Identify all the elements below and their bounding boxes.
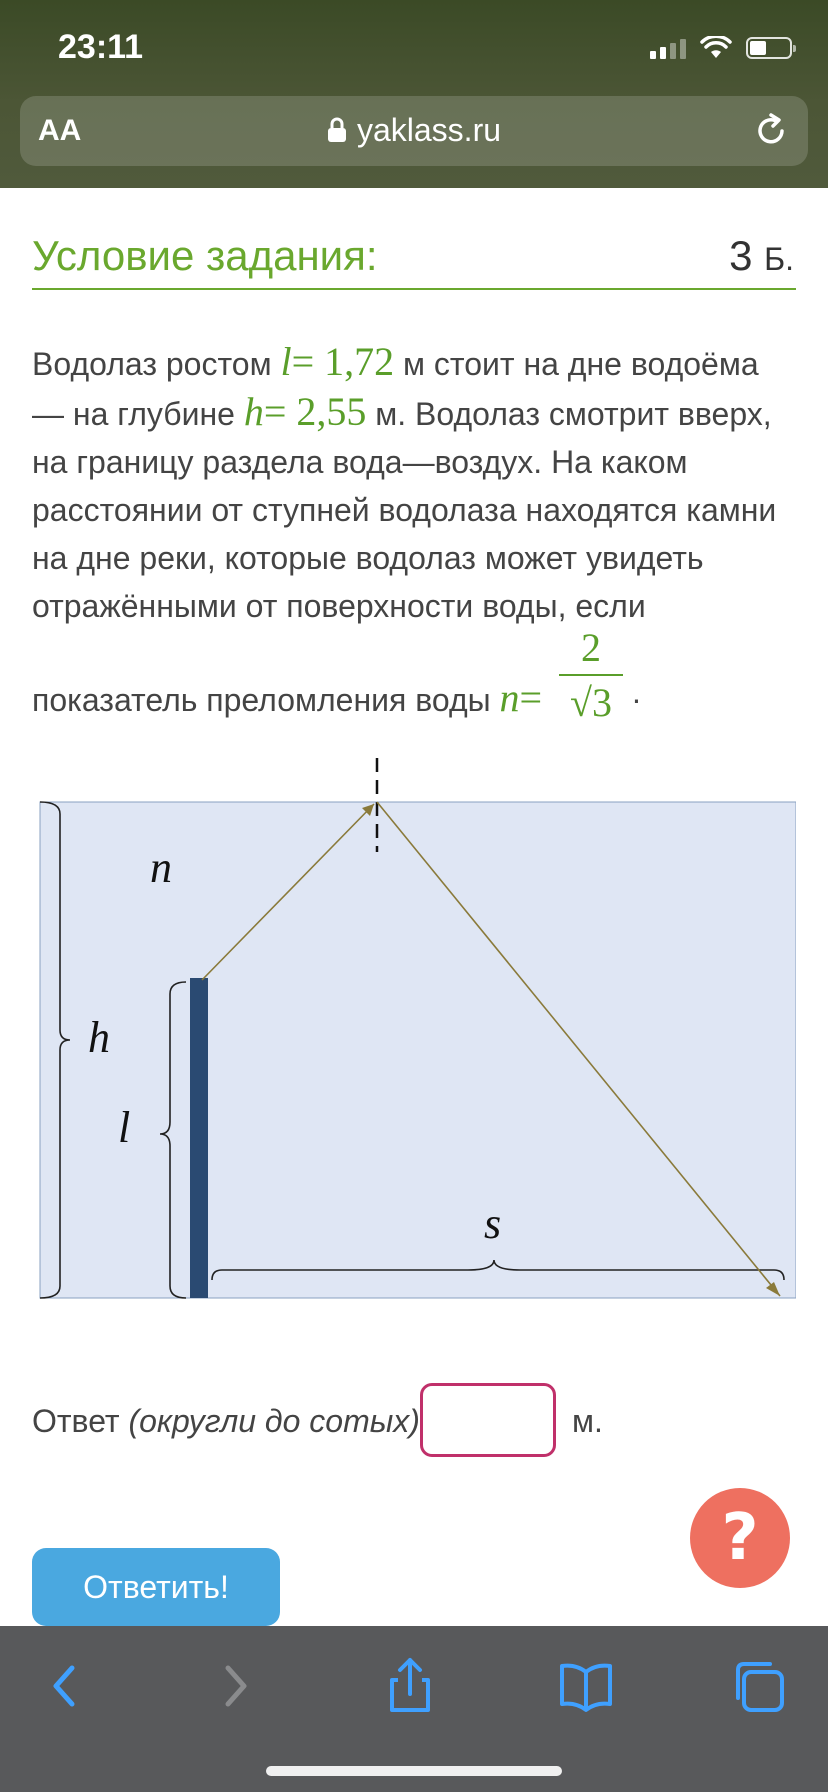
answer-row bbox=[32, 1383, 796, 1463]
sentence-end: . bbox=[632, 674, 641, 710]
problem-text-part: м стоит на дне водоёма — на глубине bbox=[32, 346, 759, 432]
fraction-bar bbox=[559, 674, 623, 676]
text-size-button[interactable]: AA bbox=[38, 114, 82, 147]
status-icons bbox=[650, 36, 792, 60]
status-time: 23:11 bbox=[58, 28, 144, 66]
bookmarks-icon[interactable] bbox=[556, 1656, 616, 1716]
lock-icon bbox=[327, 117, 347, 143]
problem-text-part: м. Водолаз смотрит вверх, на границу раздела вода—воздух. На каком расстоянии от ступней водолаза находятся камни на дне реки, которые водолаз может увидеть отражёнными от поверхности воды, если bbox=[32, 396, 777, 624]
browser-header bbox=[0, 0, 828, 188]
label-s: s bbox=[484, 1199, 502, 1248]
fraction-numerator: 2 bbox=[581, 625, 601, 670]
task-heading: Условие задания: bbox=[32, 232, 378, 279]
label-l: l bbox=[118, 1103, 131, 1152]
l-formula bbox=[280, 339, 394, 384]
label-h: h bbox=[88, 1013, 110, 1062]
problem-text-part bbox=[32, 674, 542, 721]
problem-text-part: Водолаз ростом bbox=[32, 346, 281, 382]
help-button[interactable]: ? bbox=[690, 1488, 790, 1588]
reload-icon[interactable] bbox=[752, 112, 790, 150]
back-icon[interactable] bbox=[36, 1656, 96, 1716]
h-value: = 2,55 bbox=[263, 389, 367, 434]
cellular-signal-icon bbox=[650, 37, 686, 59]
n-formula bbox=[500, 675, 543, 720]
answer-hint: (округли до сотых) bbox=[128, 1403, 420, 1439]
n-equals: = bbox=[519, 675, 543, 720]
answer-label bbox=[32, 1403, 429, 1440]
h-formula bbox=[244, 389, 367, 434]
share-icon[interactable] bbox=[380, 1656, 440, 1716]
tabs-icon[interactable] bbox=[730, 1656, 790, 1716]
label-n: n bbox=[150, 843, 172, 892]
address-bar[interactable] bbox=[20, 96, 808, 166]
points-unit: Б. bbox=[764, 241, 794, 277]
refraction-index-line bbox=[32, 624, 796, 734]
answer-label-text: Ответ bbox=[32, 1403, 129, 1439]
diver-figure bbox=[190, 978, 208, 1298]
url-text[interactable] bbox=[20, 112, 808, 149]
n-variable: n bbox=[499, 675, 520, 720]
l-variable: l bbox=[280, 339, 292, 384]
problem-text bbox=[32, 338, 796, 630]
l-value: = 1,72 bbox=[291, 339, 395, 384]
answer-input[interactable] bbox=[420, 1383, 556, 1457]
home-indicator bbox=[266, 1766, 562, 1776]
fraction-denominator: √3 bbox=[570, 680, 612, 725]
task-points bbox=[729, 232, 794, 280]
task-header bbox=[32, 232, 796, 290]
submit-button[interactable]: Ответить! bbox=[32, 1548, 280, 1626]
answer-unit: м. bbox=[572, 1403, 603, 1439]
url-label: yaklass.ru bbox=[356, 112, 502, 148]
battery-icon bbox=[746, 37, 792, 59]
h-variable: h bbox=[243, 389, 264, 434]
points-value: 3 bbox=[729, 232, 753, 279]
refraction-text: показатель преломления воды bbox=[32, 682, 500, 718]
wifi-icon bbox=[700, 36, 732, 60]
n-fraction bbox=[559, 624, 623, 728]
forward-icon[interactable] bbox=[204, 1656, 264, 1716]
diver-reflection-diagram bbox=[32, 758, 796, 1318]
